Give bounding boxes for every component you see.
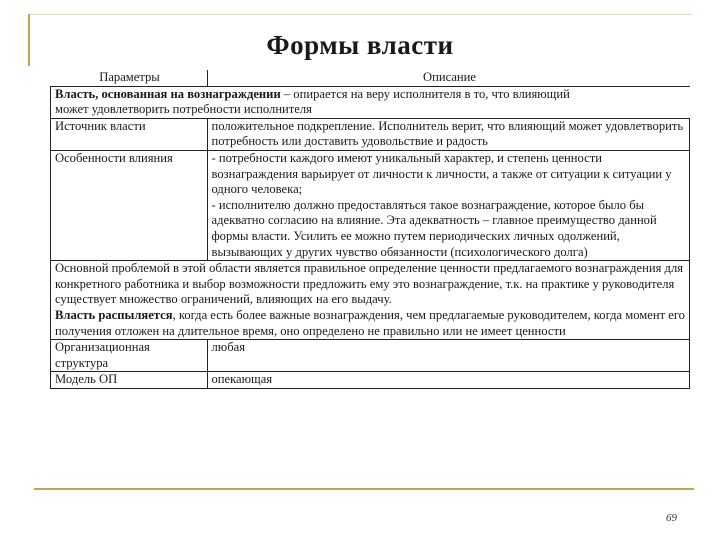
- row-desc: положительное подкрепление. Исполнитель верит, что влияющий может удовлетворить потребность или доставить удовольствие и радость: [207, 118, 690, 150]
- section-title: Власть, основанная на вознаграждении: [55, 86, 281, 101]
- note-text1-rest: , т.к. на практике у руководителя существует множество ограничений, влияющих на его выдачу.: [55, 276, 675, 307]
- document-table: [50, 70, 690, 389]
- table-header-row: [51, 70, 690, 86]
- row-label: Источник власти: [51, 118, 208, 150]
- section-definition: [51, 86, 690, 118]
- note-text2-bold: Власть распыляется: [55, 307, 173, 322]
- row-value: любая: [207, 340, 690, 372]
- table-row: [51, 372, 690, 389]
- note-text2-rest: , когда есть более важные вознаграждения, чем предлагаемые руководителем, когда момент его получения отложен на длительное время, оно определено не правильно или не имеет ценности: [55, 307, 685, 338]
- row-desc-line: - исполнителю должно предоставляться такое вознаграждение, которое было бы адекватно согласию на влияние. Эта адекватность – главное преимущество данной формы власти. Усилить ее можно путем периодических личных одолжений, вызывающих у других чувство обязанности (психологического долга): [211, 197, 657, 259]
- top-rule: [28, 14, 692, 15]
- table-row: [51, 340, 690, 372]
- page-title: Формы власти: [266, 30, 454, 60]
- section-row: [51, 86, 690, 118]
- row-desc: [207, 150, 690, 260]
- section-desc-part1: – опирается на веру исполнителя в то, что влияющий: [280, 86, 570, 101]
- row-label: Модель ОП: [51, 372, 208, 389]
- note-cell: [51, 261, 690, 340]
- note-paragraph-2: [55, 308, 687, 339]
- table-row: [51, 150, 690, 260]
- row-desc-line: - потребности каждого имеют уникальный характер, и степень ценности вознаграждения варьирует от личности к личности, а также от ситуации к ситуации у одного человека;: [211, 150, 672, 197]
- note-text1-main: Основной проблемой в этой области является правильное определение ценности предлагаемого вознаграждения для конкретного работника и выбор возможности предложить ему это вознаграждение: [55, 261, 684, 291]
- table-row: [51, 118, 690, 150]
- header-param: Параметры: [51, 70, 208, 86]
- row-label: Особенности влияния: [51, 150, 208, 260]
- bottom-rule: [34, 488, 694, 490]
- note-row: [51, 261, 690, 340]
- header-desc: Описание: [423, 70, 476, 84]
- row-value: опекающая: [207, 372, 690, 389]
- note-paragraph-1: [55, 261, 687, 308]
- page-number: 69: [666, 512, 677, 524]
- row-label: Организационная структура: [51, 340, 208, 372]
- section-desc-part2: может удовлетворить потребности исполнителя: [55, 102, 312, 117]
